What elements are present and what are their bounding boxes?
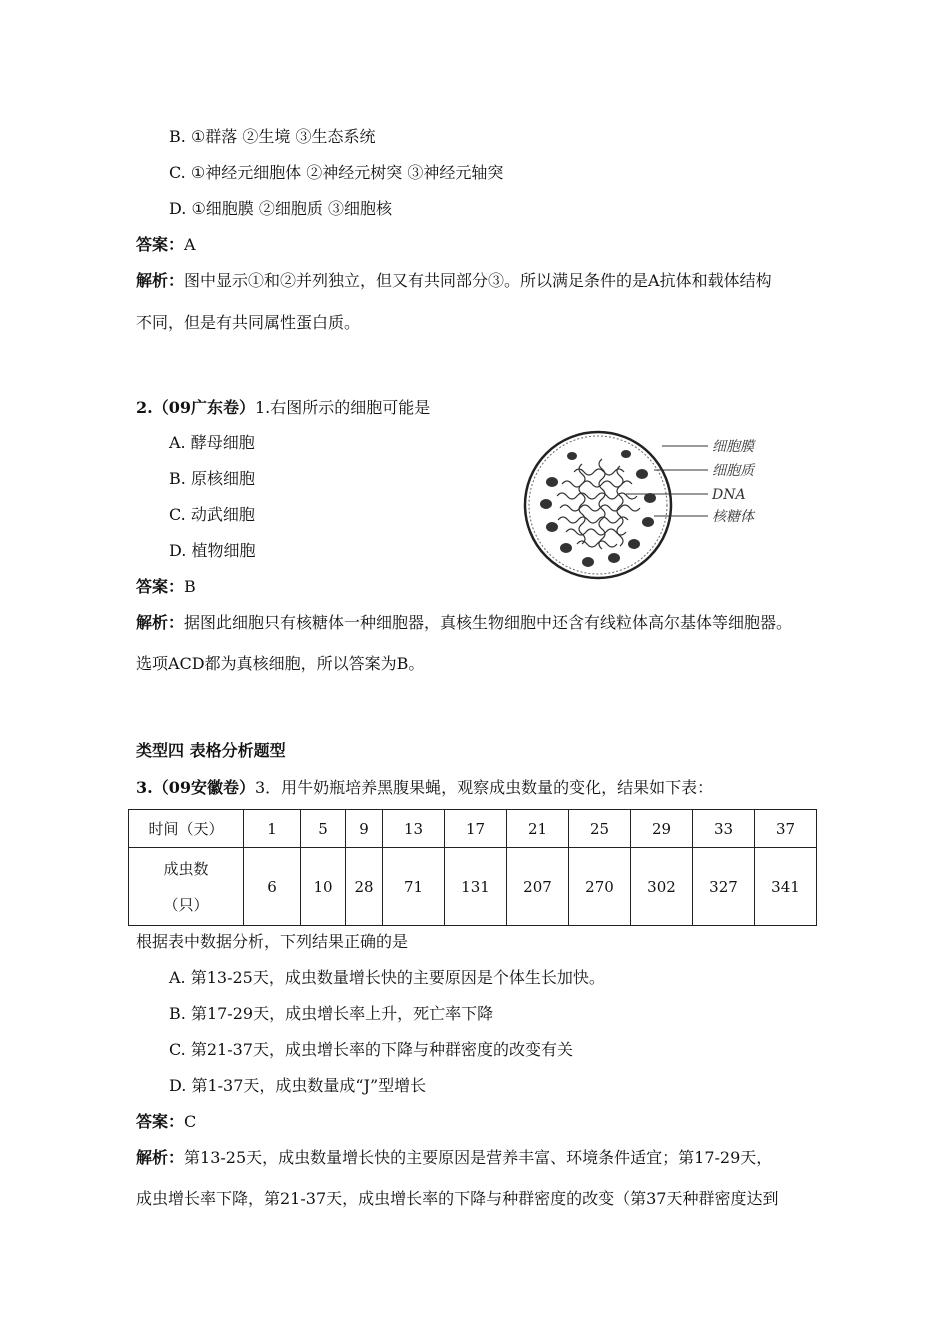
q2-option-a: [169, 432, 255, 454]
table-cell: 327: [693, 848, 755, 926]
q2-option-b: [169, 468, 255, 490]
q1-option-b: [169, 126, 375, 148]
table-header-cell: [129, 848, 244, 926]
q2-stem: [136, 397, 430, 419]
option-letter: B.: [169, 127, 186, 146]
table-cell: 25: [569, 810, 631, 848]
prokaryotic-cell-figure: [522, 424, 772, 586]
option-letter: B.: [169, 1004, 186, 1023]
option-text: ①细胞膜 ②细胞质 ③细胞核: [191, 199, 392, 218]
table-cell: 6: [244, 848, 301, 926]
q3-stem: [136, 777, 713, 799]
q3-answer: [136, 1111, 196, 1133]
option-text: 第17-29天，成虫增长率上升，死亡率下降: [190, 1004, 494, 1023]
analysis-label: 解析：: [136, 271, 185, 290]
table-header-cell: 时间（天）: [129, 810, 244, 848]
option-text: 第21-37天，成虫增长率的下降与种群密度的改变有关: [190, 1040, 573, 1059]
table-row-time: [129, 810, 817, 848]
option-text: 第1-37天，成虫数量成“J”型增长: [191, 1076, 427, 1095]
q3-option-a: [169, 967, 605, 989]
option-letter: C.: [169, 505, 186, 524]
answer-label: 答案：: [136, 1112, 185, 1131]
fruit-fly-table: [128, 809, 817, 926]
table-cell: 5: [301, 810, 346, 848]
table-cell: 37: [755, 810, 817, 848]
question-source: （09安徽卷）: [152, 778, 255, 797]
analysis-text: 图中显示①和②并列独立，但又有共同部分③。所以满足条件的是A抗体和载体结构: [184, 271, 772, 290]
answer-label: 答案：: [136, 235, 185, 254]
q3-analysis-line1: [136, 1147, 772, 1169]
table-cell: 17: [445, 810, 507, 848]
table-row-count: [129, 848, 817, 926]
option-text: 原核细胞: [190, 469, 255, 488]
analysis-text: 据图此细胞只有核糖体一种细胞器，真核生物细胞中还含有线粒体高尔基体等细胞器。: [184, 613, 793, 632]
table-cell: 1: [244, 810, 301, 848]
option-letter: D.: [169, 541, 187, 560]
question-source: （09广东卷）: [152, 398, 255, 417]
table-cell: 207: [507, 848, 569, 926]
option-text: 植物细胞: [191, 541, 256, 560]
option-text: ①群落 ②生境 ③生态系统: [190, 127, 376, 146]
q3-option-d: [169, 1075, 426, 1097]
cell-diagram: [522, 424, 772, 586]
question-number: 2.: [136, 398, 153, 417]
answer-value: B: [184, 577, 196, 596]
question-stem: 1.右图所示的细胞可能是: [254, 398, 431, 417]
question-stem: 3．用牛奶瓶培养黑腹果蝇，观察成虫数量的变化，结果如下表：: [254, 778, 714, 797]
q2-option-c: [169, 504, 255, 526]
answer-label: 答案：: [136, 577, 185, 596]
header-line: （只）: [163, 895, 209, 914]
q1-analysis-line1: [136, 270, 772, 292]
section-title: 类型四 表格分析题型: [136, 741, 286, 760]
q1-analysis-line2: 不同，但是有共同属性蛋白质。: [136, 313, 361, 332]
table-cell: 9: [346, 810, 383, 848]
q3-option-b: [169, 1003, 493, 1025]
q2-answer: [136, 576, 196, 598]
q1-option-c: [169, 162, 503, 184]
option-text: 酵母细胞: [190, 433, 255, 452]
table-cell: 28: [346, 848, 383, 926]
q3-analysis-line2: 成虫增长率下降，第21-37天，成虫增长率的下降与种群密度的改变（第37天种群密度达到: [136, 1189, 779, 1208]
option-text: ①神经元细胞体 ②神经元树突 ③神经元轴突: [190, 163, 504, 182]
answer-value: C: [184, 1112, 197, 1131]
q1-answer: [136, 234, 196, 256]
table-cell: 33: [693, 810, 755, 848]
q2-analysis-line2: 选项ACD都为真核细胞，所以答案为B。: [136, 654, 425, 673]
table-cell: 71: [383, 848, 445, 926]
q3-after-table: 根据表中数据分析，下列结果正确的是: [136, 932, 409, 951]
table-cell: 270: [569, 848, 631, 926]
label-ribosome: 核糖体: [712, 509, 754, 525]
analysis-label: 解析：: [136, 1148, 185, 1167]
option-letter: D.: [169, 1076, 187, 1095]
table-cell: 13: [383, 810, 445, 848]
analysis-label: 解析：: [136, 613, 185, 632]
option-letter: A.: [169, 433, 186, 452]
q1-option-d: [169, 198, 392, 220]
header-line: 成虫数: [163, 859, 209, 878]
option-letter: A.: [169, 968, 186, 987]
label-dna: DNA: [712, 487, 746, 503]
table-cell: 131: [445, 848, 507, 926]
question-number: 3.: [136, 778, 153, 797]
option-letter: D.: [169, 199, 187, 218]
table-cell: 10: [301, 848, 346, 926]
option-text: 第13-25天，成虫数量增长快的主要原因是个体生长加快。: [190, 968, 605, 987]
table-cell: 29: [631, 810, 693, 848]
q2-analysis-line1: [136, 612, 792, 634]
table-cell: 341: [755, 848, 817, 926]
label-cytoplasm: 细胞质: [712, 463, 754, 479]
option-text: 动武细胞: [190, 505, 255, 524]
table-cell: 302: [631, 848, 693, 926]
label-cell-membrane: 细胞膜: [712, 439, 754, 455]
q2-option-d: [169, 540, 255, 562]
option-letter: C.: [169, 163, 186, 182]
option-letter: C.: [169, 1040, 186, 1059]
answer-value: A: [184, 235, 196, 254]
option-letter: B.: [169, 469, 186, 488]
q3-option-c: [169, 1039, 573, 1061]
table-cell: 21: [507, 810, 569, 848]
analysis-text: 第13-25天，成虫数量增长快的主要原因是营养丰富、环境条件适宜；第17-29天，: [184, 1148, 773, 1167]
